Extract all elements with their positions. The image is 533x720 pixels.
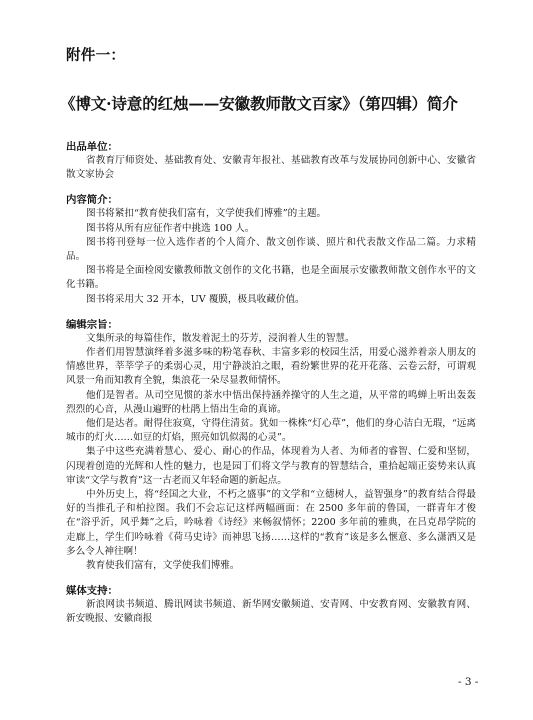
- intro-paragraph: 图书将采用大 32 开本，UV 覆膜，极具收藏价值。: [86, 293, 305, 305]
- editorial-paragraph: 他们是智者。从司空见惯的茶水中悟出保持涵养操守的人生之道，从平常的鸣蝉上听出轰轰烈烈的心音，从漫山遍野的杜鹃上悟出生命的真谛。: [66, 389, 476, 415]
- document-title: 《博文·诗意的红烛——安徽教师散文百家》（第四辑）简介: [60, 94, 458, 113]
- intro-paragraph: 图书将刊登每一位入选作者的个人简介、散文创作谈、照片和代表散文作品二篇。力求精品。: [66, 236, 476, 263]
- editorial-paragraph: 中外历史上，将“经国之大业，不朽之盛事”的文学和“立德树人，益智强身”的教育结合得最好的当推孔子和柏拉图。我们不会忘记这样两幅画面：在 2500 多年前的鲁国，一群青年才俊在“浴乎沂，风乎舞”之后，吟咏着《诗经》来畅叙情怀；2200 多年前的雅典，在吕克昂学院的走廊上，学生们吟咏着《荷马史诗》而神思飞扬……这样的“教育”该是多么惬意、多么潇洒又是多么令人神往啊！: [66, 489, 476, 557]
- editorial-paragraph: 作者们用智慧演绎着多滋多味的粉笔春秋、丰富多彩的校园生活，用爱心滋养着亲人朋友的情感世界，莘莘学子的柔弱心灵，用宁静淡泊之眼，看纷繁世界的花开花落、云卷云舒，可谓观风景一角而知教育全貌，集浪花一朵尽显教师情怀。: [66, 347, 476, 387]
- editorial-paragraph: 教育使我们富有，文学使我们博雅。: [86, 560, 240, 572]
- editorial-paragraph: 集子中这些充满着慧心、爱心、耐心的作品，体现着为人者、为师者的睿智、仁爱和坚韧，闪现着创造的光辉和人性的魅力，也是园丁们将文学与教育的智慧结合，重拾起端正姿势来认真审读“文学与教育”这一古老而又年轻命题的新起点。: [66, 446, 476, 486]
- page-number: - 3 -: [458, 676, 479, 688]
- publisher-heading: 出品单位：: [66, 141, 118, 153]
- media-section: [66, 584, 476, 626]
- media-paragraph: 新浪网读书频道、腾讯网读书频道、新华网安徽频道、安青网、中安教育网、安徽教育网、新安晚报、安徽商报: [66, 599, 476, 625]
- publisher-section: [66, 140, 476, 182]
- media-heading: 媒体支持：: [66, 585, 118, 598]
- intro-paragraph: 图书将紧扣“教育使我们富有，文学使我们博雅”的主题。: [86, 208, 327, 220]
- intro-section: [66, 193, 476, 306]
- editorial-paragraph: 文集所录的每篇佳作，散发着泥土的芬芳，浸润着人生的智慧。: [86, 332, 355, 344]
- publisher-paragraph: 省教育厅师资处、基础教育处、安徽青年报社、基础教育改革与发展协同创新中心、安徽省散文家协会: [66, 155, 476, 181]
- intro-paragraph: 图书将是全面检阅安徽教师散文创作的文化书籍，也是全面展示安徽教师散文创作水平的文化书籍。: [66, 265, 476, 291]
- intro-heading: 内容简介：: [66, 194, 118, 207]
- editorial-heading: 编辑宗旨：: [66, 318, 118, 331]
- editorial-paragraph: 他们是达者。耐得住寂寞，守得住清贫。犹如一株株“灯心草”，他们的身心洁白无瑕，“远离城市的灯火……如豆的灯焰，照亮如饥似渴的心灵”。: [66, 418, 476, 444]
- document-content: [66, 140, 476, 627]
- intro-paragraph: 图书将从所有应征作者中挑选 100 人。: [86, 222, 255, 234]
- editorial-section: [66, 318, 476, 573]
- attachment-label: 附件一：: [66, 48, 126, 64]
